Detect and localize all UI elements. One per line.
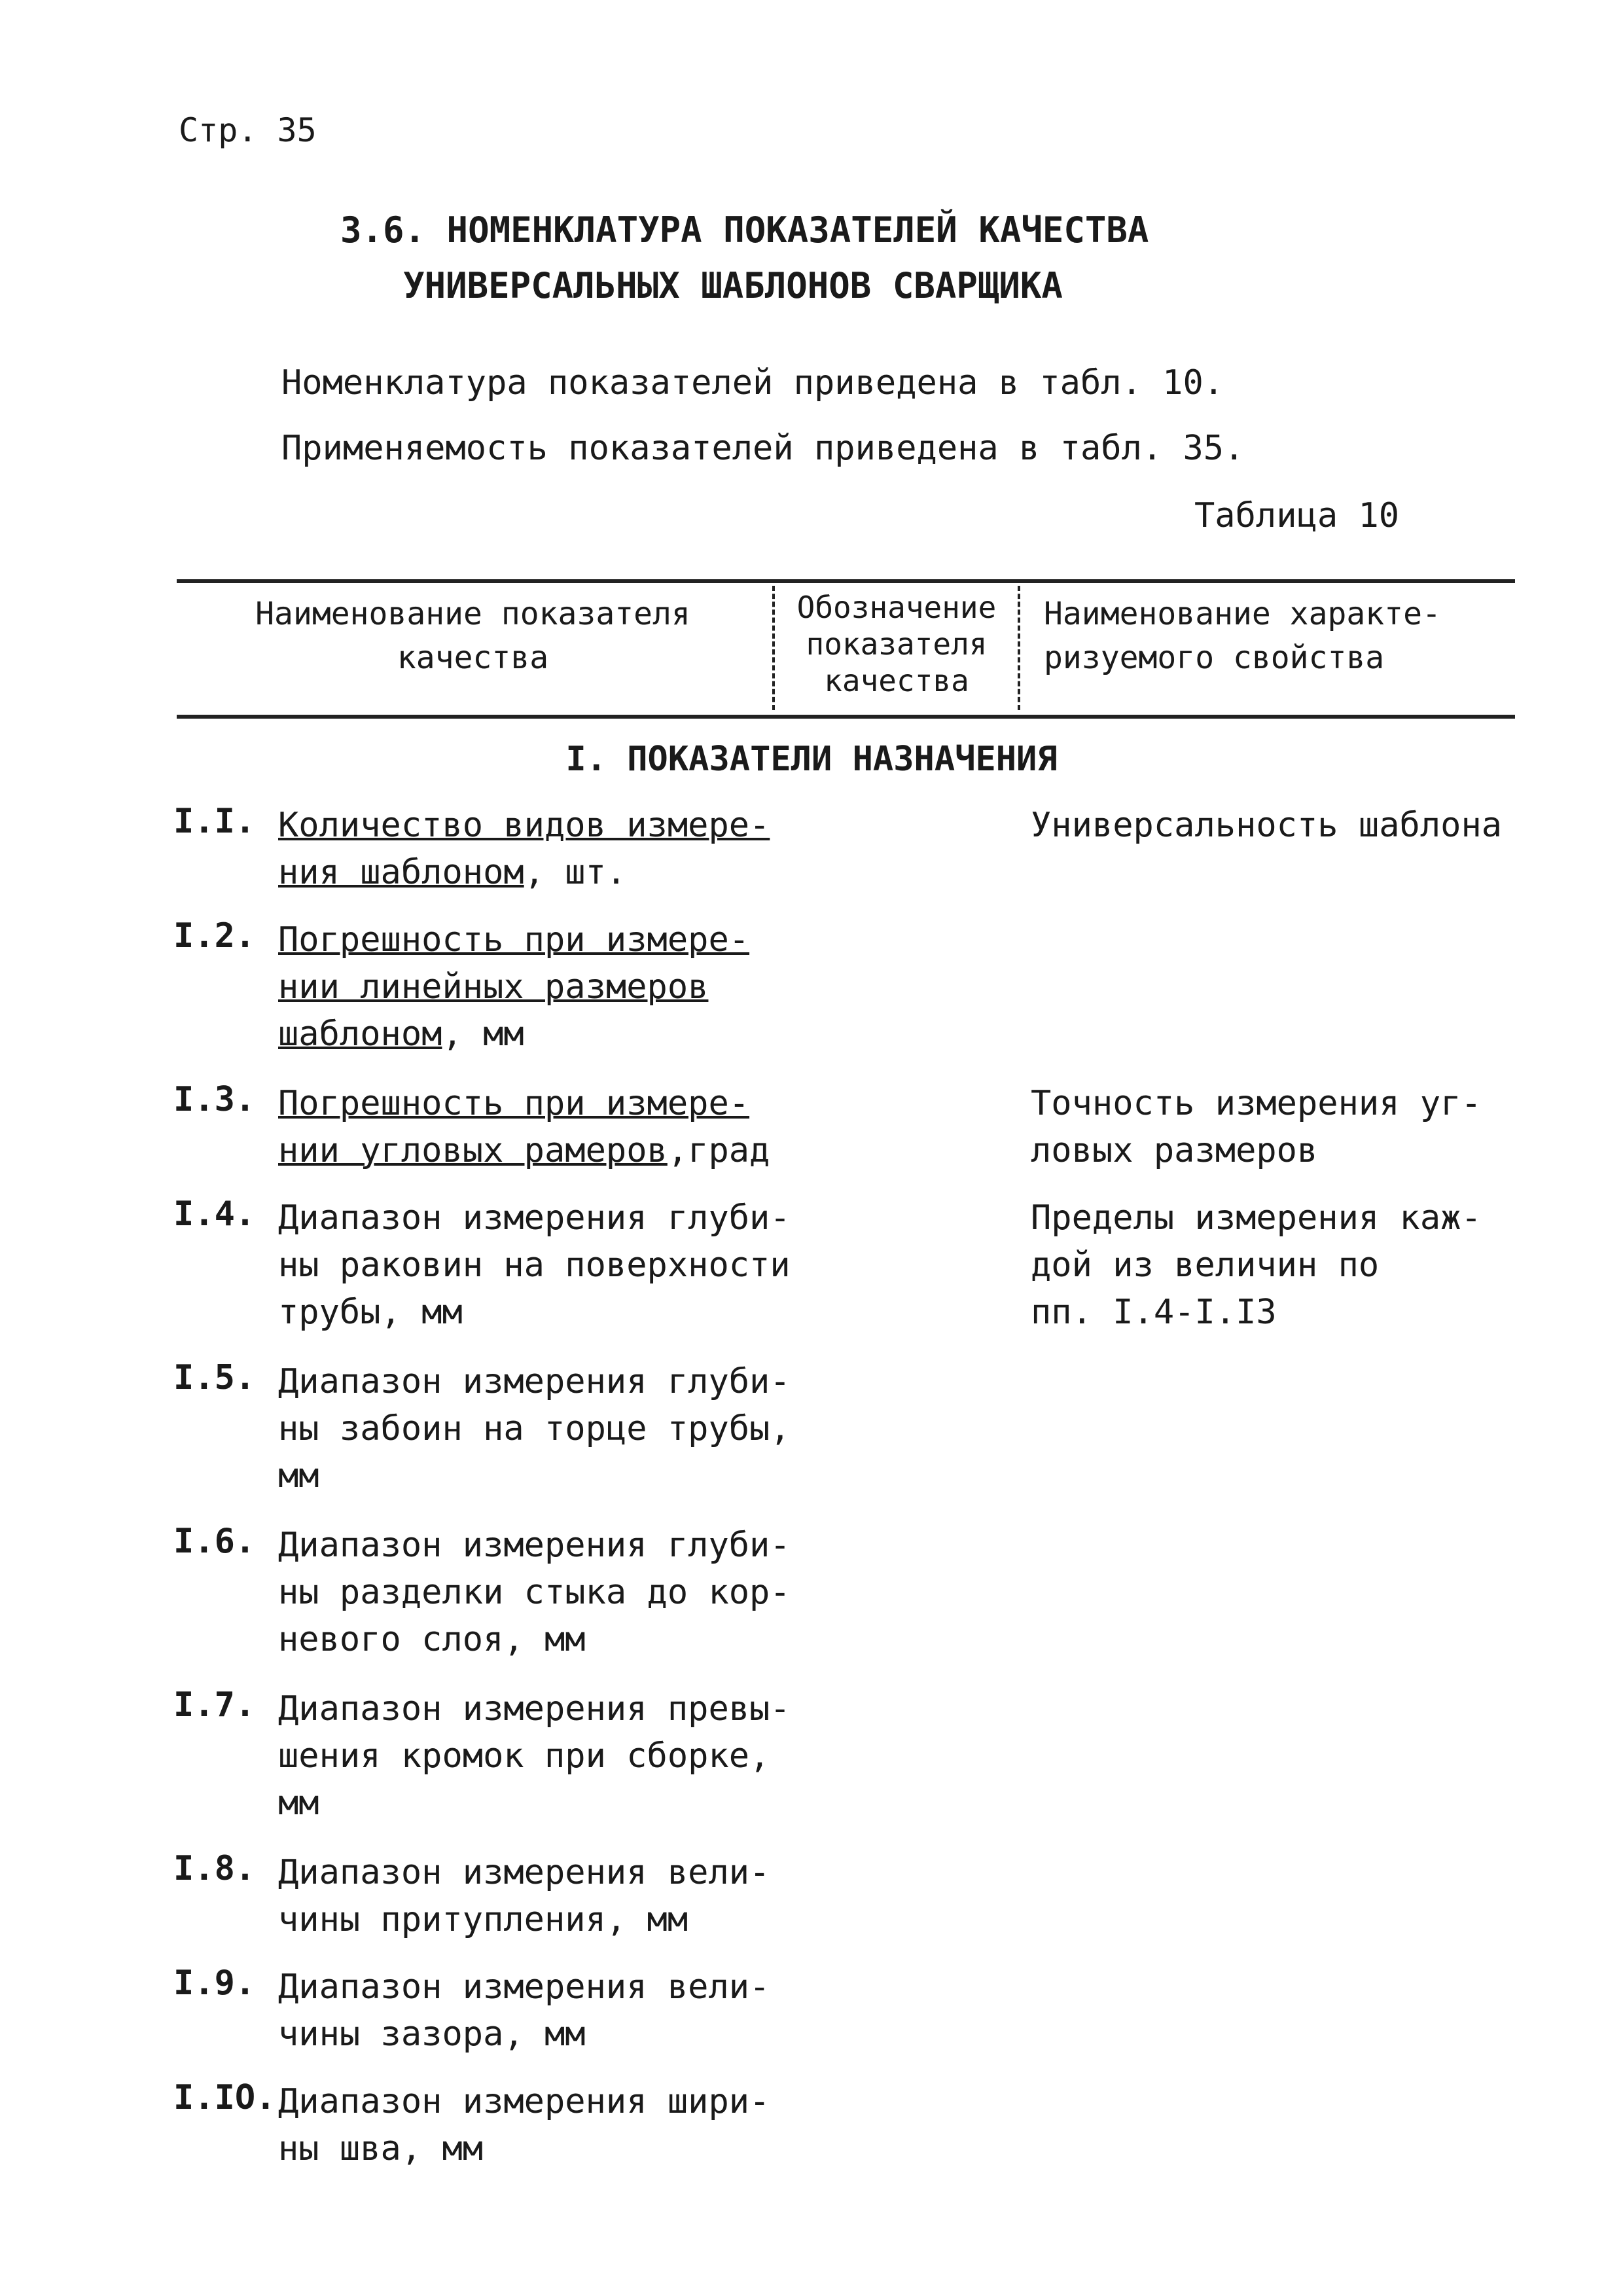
table-caption: Таблица 10 — [1194, 496, 1400, 535]
row-description: Количество видов измере- ния шаблоном, шт. — [278, 806, 770, 892]
intro-line-2: Применяемость показателей приведена в табл. 35. — [281, 429, 1245, 468]
row-description: Диапазон измерения глуби- ны разделки стыка до кор- невого слоя, мм — [278, 1526, 791, 1659]
section-title-line-1: 3.6. НОМЕНКЛАТУРА ПОКАЗАТЕЛЕЙ КАЧЕСТВА — [340, 209, 1149, 251]
property-angular-accuracy: Точность измерения уг- ловых размеров — [1031, 1084, 1482, 1170]
header-col-property: Наименование характе- ризуемого свойства — [1044, 596, 1441, 677]
table-section-title: I. ПОКАЗАТЕЛИ НАЗНАЧЕНИЯ — [565, 740, 1058, 779]
row-description: Диапазон измерения шири- ны шва, мм — [278, 2082, 770, 2168]
header-col-name: Наименование показателя качества — [255, 596, 690, 677]
row-number: I.9. — [173, 1964, 256, 2003]
row-description: Диапазон измерения превы- шения кромок при сборке, мм — [278, 1689, 791, 1823]
row-number: I.7. — [173, 1685, 256, 1725]
row-number: I.3. — [173, 1080, 256, 1119]
row-description: Погрешность при измере- нии угловых рамеров,град — [278, 1084, 770, 1170]
row-description: Диапазон измерения глуби- ны раковин на поверхности трубы, мм — [278, 1198, 791, 1332]
row-description: Погрешность при измере- нии линейных размеров шаблоном, мм — [278, 920, 750, 1054]
row-description: Диапазон измерения вели- чины зазора, мм — [278, 1967, 770, 2054]
row-number: I.5. — [173, 1358, 256, 1397]
row-number: I.2. — [173, 916, 256, 956]
property-measurement-limits: Пределы измерения каж- дой из величин по пп. I.4-I.I3 — [1031, 1198, 1482, 1332]
section-title-line-2: УНИВЕРСАЛЬНЫХ ШАБЛОНОВ СВАРЩИКА — [403, 265, 1063, 306]
row-number: I.4. — [173, 1194, 256, 1234]
table-header-rule — [177, 715, 1515, 719]
header-divider-1 — [772, 586, 775, 710]
page-number: Стр. 35 — [179, 111, 317, 149]
intro-line-1: Номенклатура показателей приведена в табл. 10. — [281, 363, 1224, 403]
row-number: I.IO. — [173, 2078, 276, 2117]
header-col-designation: Обозначение показателя качества — [796, 590, 997, 699]
table-top-rule — [177, 579, 1515, 583]
row-number: I.I. — [173, 802, 256, 841]
header-divider-2 — [1018, 586, 1020, 710]
row-description: Диапазон измерения глуби- ны забоин на торце трубы, мм — [278, 1362, 791, 1496]
row-number: I.6. — [173, 1522, 256, 1561]
row-description: Диапазон измерения вели- чины притупления, мм — [278, 1853, 770, 1939]
property-universality: Универсальность шаблона — [1031, 806, 1503, 845]
row-number: I.8. — [173, 1849, 256, 1888]
